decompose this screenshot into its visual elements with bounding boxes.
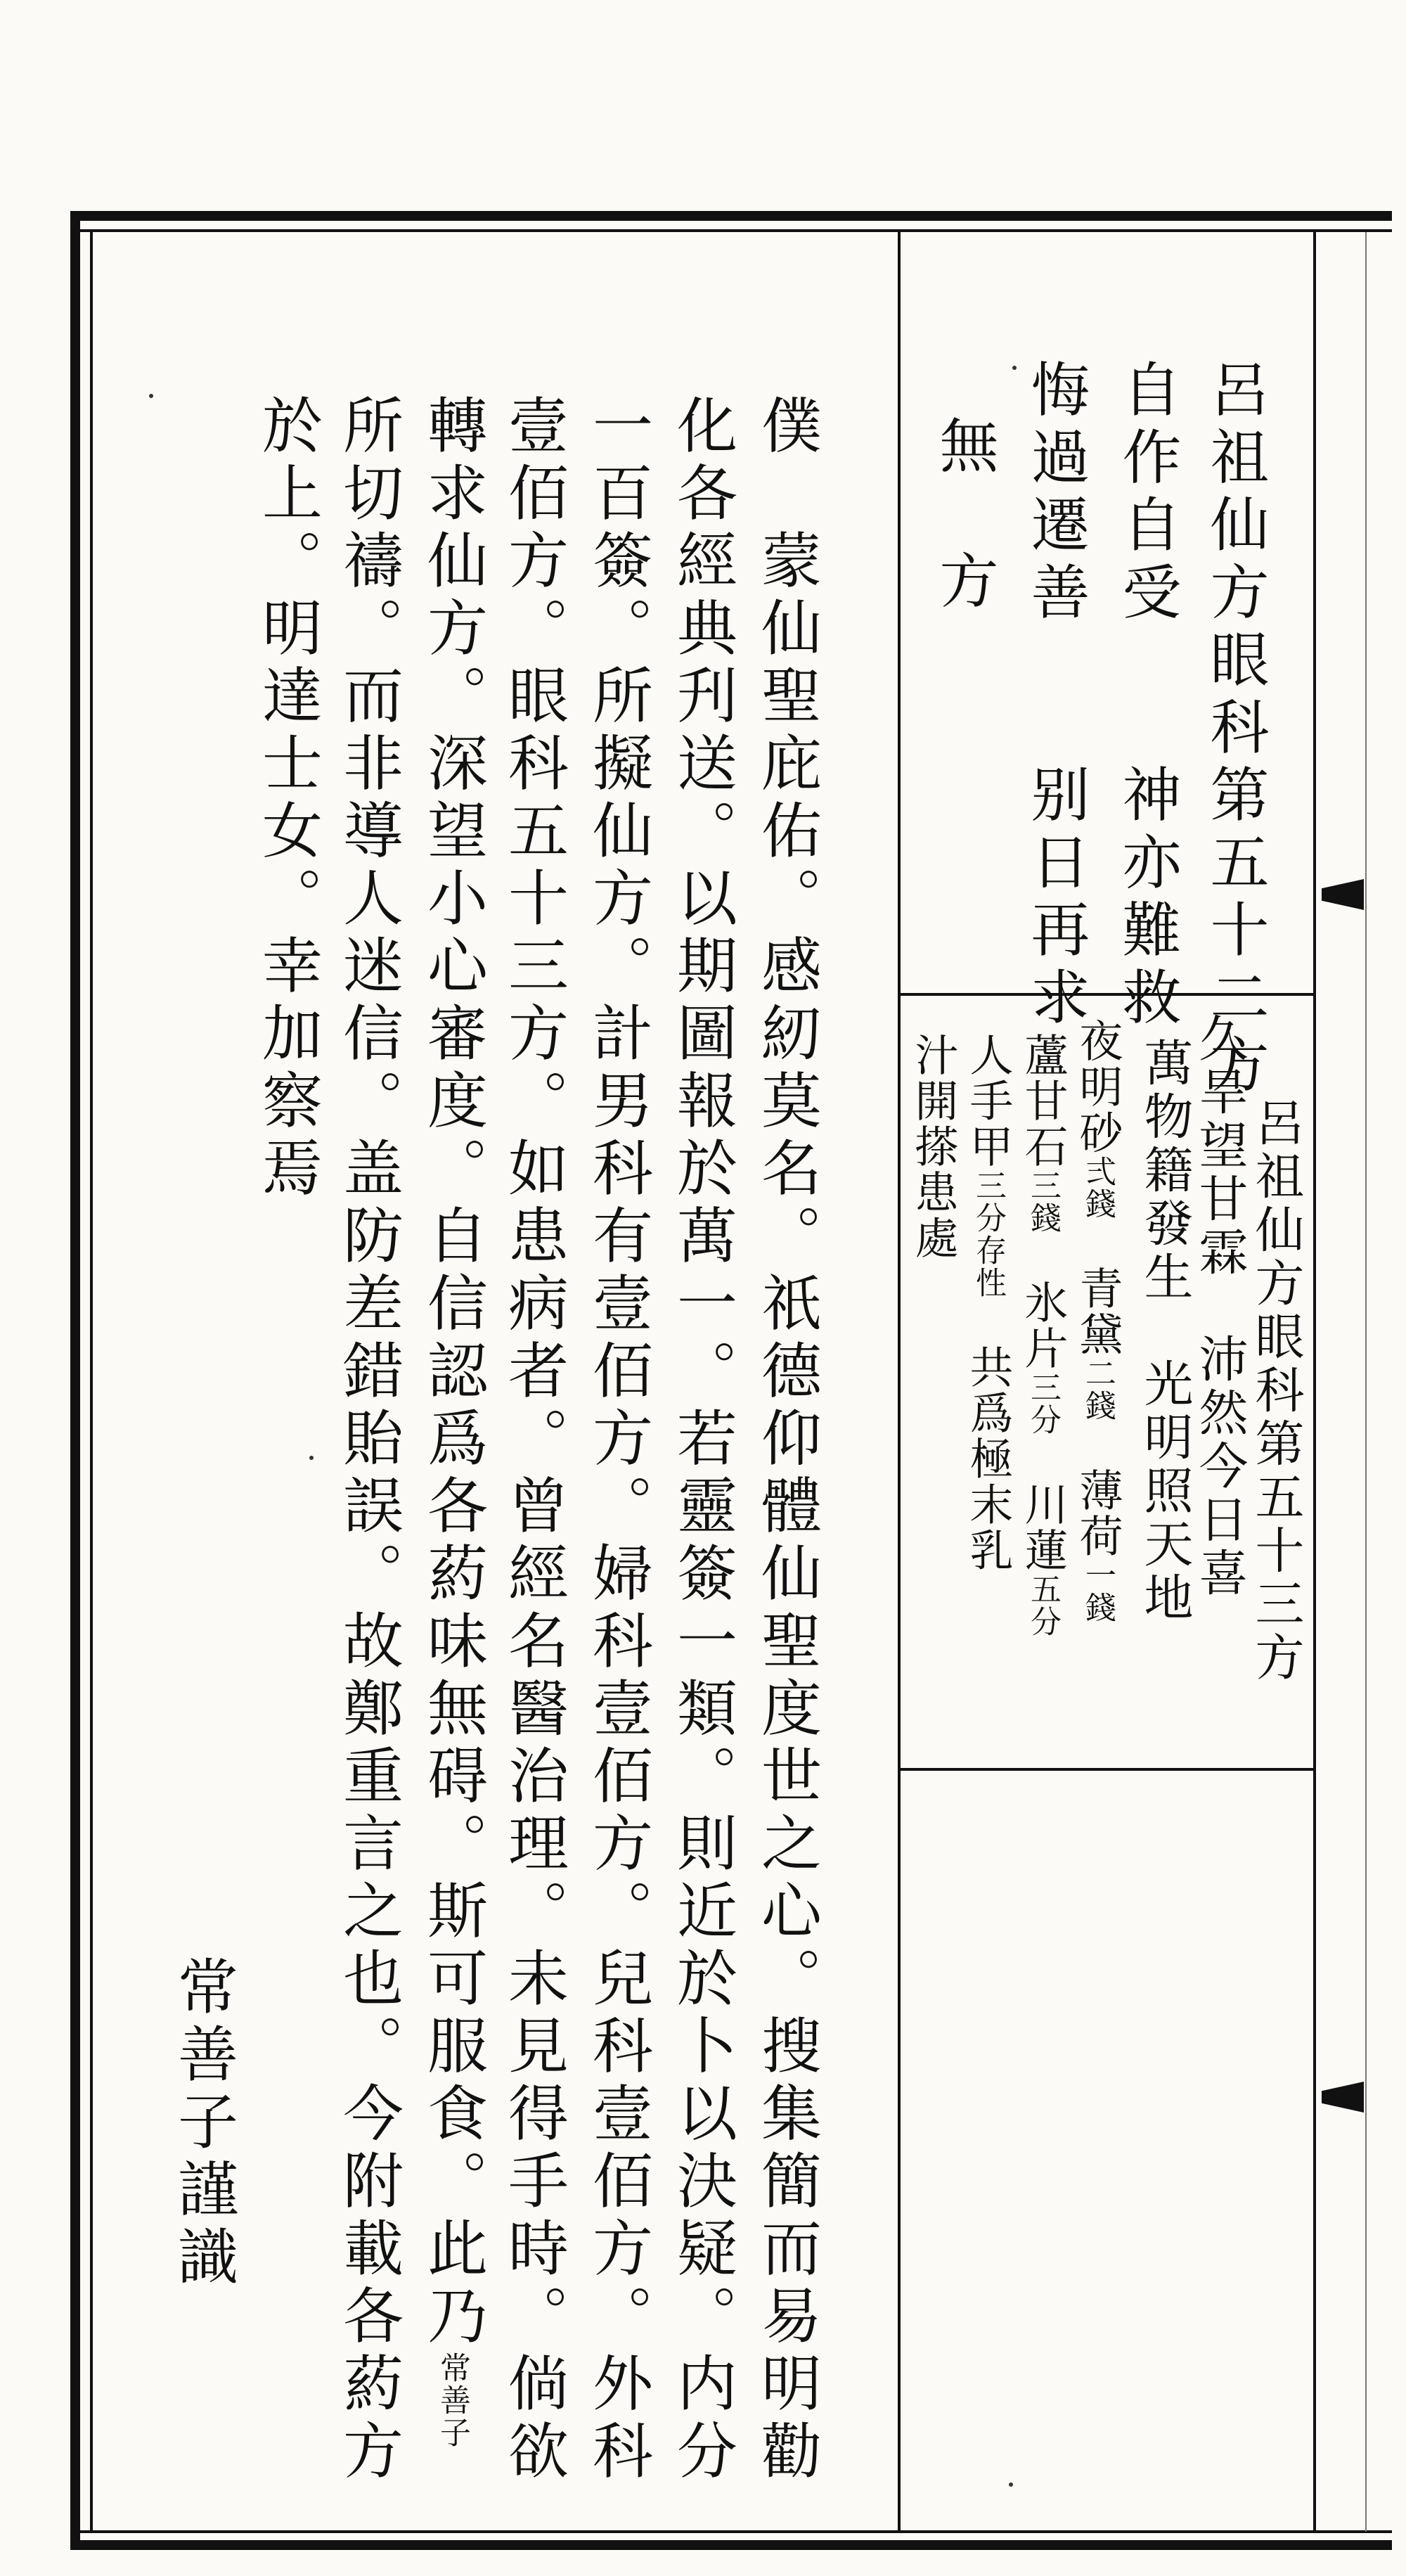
- prescription-53-verse-1: 久旱望甘霖 沛然今日喜: [1191, 1013, 1249, 1601]
- prescription-53-title: 呂祖仙方眼科第五十三方: [1247, 1097, 1305, 1685]
- frame-bottom-thin: [70, 2530, 1392, 2533]
- margin-tab-lower: [1322, 2082, 1364, 2113]
- ingredient-name: 青黛: [1072, 1220, 1123, 1357]
- ingredient-dose: 五分: [1025, 1573, 1061, 1638]
- box-divider-lower: [901, 1768, 1313, 1771]
- prescription-53-ingredients-line-3: [962, 1032, 1014, 1573]
- ink-speck: [309, 1456, 314, 1460]
- ingredient-name: 川蓮: [1017, 1436, 1069, 1573]
- ingredient-dose: 一錢: [1080, 1559, 1116, 1624]
- ingredient-dose: 二錢: [1080, 1357, 1116, 1422]
- preface-column-6: 所切禱。而非導人迷信。盖防差錯貽誤。故鄭重言之也。今附載各葯方: [333, 394, 403, 2487]
- ingredient-name: 人手甲: [962, 1032, 1014, 1170]
- frame-bottom-thick: [70, 2540, 1392, 2550]
- ingredient-name: 汁開搽患處: [908, 1032, 959, 1261]
- preface-column-5-text: 轉求仙方。深望小心審度。自信認爲各葯味無碍。斯可服食。此乃: [417, 394, 487, 2352]
- margin-tab-upper: [1322, 879, 1364, 910]
- column-divider-right: [1313, 229, 1316, 2533]
- prescription-52-title: 呂祖仙方眼科第五十二方: [1201, 359, 1270, 1101]
- prescription-53-ingredients-line-2: [1017, 1032, 1069, 1638]
- frame-left-thick: [70, 211, 80, 2550]
- ingredient-name: 共爲極末乳: [962, 1299, 1014, 1573]
- frame-top-thin: [70, 229, 1392, 232]
- ink-speck: [1012, 366, 1017, 370]
- prescription-52-verse-1: 自作自受 神亦難救: [1113, 359, 1182, 1034]
- prescription-52-verse-2: 悔過遷善 别日再求: [1021, 359, 1090, 1034]
- ingredient-name: 氷片: [1017, 1234, 1069, 1371]
- frame-top-thick: [70, 211, 1392, 221]
- ink-speck: [1009, 2482, 1013, 2487]
- prescription-53-verse-2: 萬物籍發生 光明照天地: [1136, 1037, 1194, 1625]
- preface-column-2: 化各經典刋送。以期圖報於萬一。若靈簽一類。則近於卜以決疑。内分: [666, 394, 737, 2487]
- preface-column-1: 僕 蒙仙聖庇佑。感紉莫名。祇德仰體仙聖度世之心。搜集簡而易明勸: [751, 394, 821, 2487]
- ingredient-dose: 三分存性: [970, 1170, 1006, 1299]
- ingredient-dose: 三錢: [1025, 1170, 1061, 1234]
- ingredient-name: 蘆甘石: [1017, 1032, 1069, 1170]
- ink-speck: [149, 394, 153, 398]
- ingredient-name: 夜明砂: [1072, 1018, 1123, 1155]
- preface-signature: 常善子謹識: [167, 1955, 238, 2293]
- preface-column-5: [417, 394, 487, 2449]
- prescription-53-ingredients-line-1: [1072, 1018, 1123, 1624]
- preface-column-3: 一百簽。所擬仙方。計男科有壹佰方。婦科壹佰方。兒科壹佰方。外科: [582, 394, 652, 2487]
- ingredient-name: 薄荷: [1072, 1422, 1123, 1559]
- preface-column-7: 於上。明達士女。幸加察焉: [252, 394, 322, 1204]
- preface-column-4: 壹佰方。眼科五十三方。如患病者。曾經名醫治理。未見得手時。倘欲: [498, 394, 568, 2487]
- ingredient-dose: 三分: [1025, 1371, 1061, 1436]
- prescription-53-ingredients-line-4: [908, 1032, 959, 1261]
- prescription-52-no-prescription: 無 方: [930, 415, 999, 617]
- preface-inline-author: 常善子: [434, 2352, 470, 2449]
- frame-left-thin: [90, 229, 93, 2533]
- column-divider-left: [898, 229, 901, 2533]
- page-edge: [1365, 232, 1367, 2532]
- ingredient-dose: 弍錢: [1080, 1155, 1116, 1220]
